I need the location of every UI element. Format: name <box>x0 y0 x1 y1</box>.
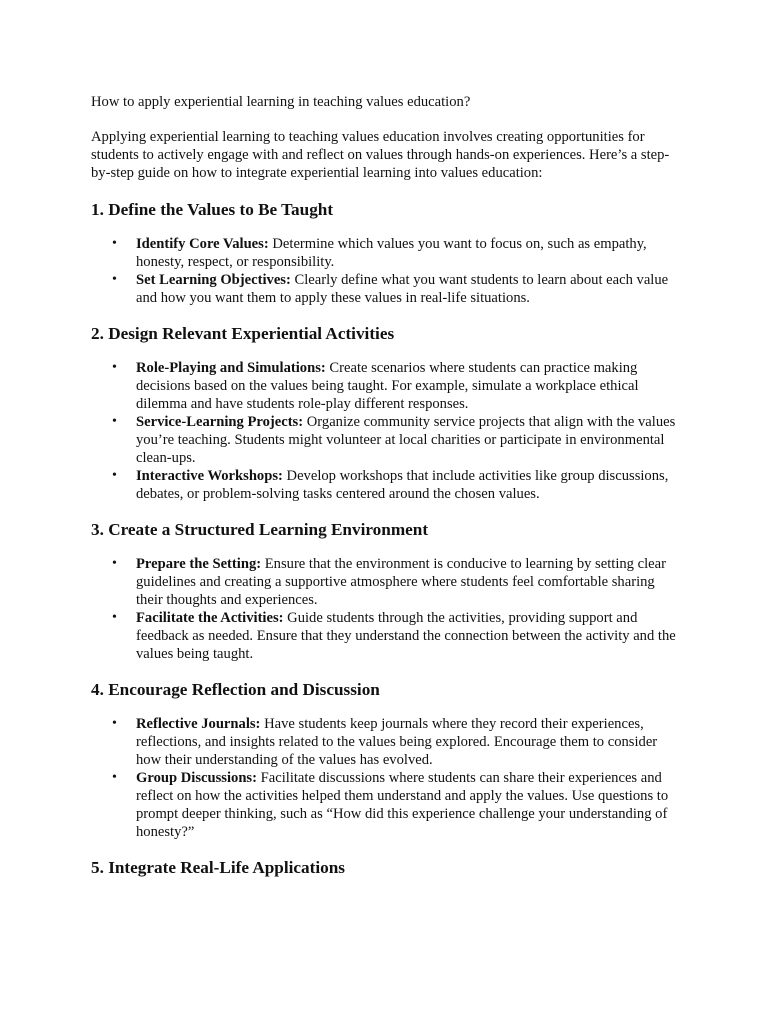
section-5 <box>91 857 676 879</box>
bullet-icon: • <box>112 272 117 287</box>
list-item <box>91 609 676 663</box>
item-text: Ensure that the environment is conducive to learning by setting clear guidelines and creating a supportive atmosphere where students feel comfortable sharing their thoughts and experiences. <box>136 556 666 608</box>
list-item <box>91 271 676 307</box>
intro-paragraph: Applying experiential learning to teaching values education involves creating opportunities for students to actively engage with and reflect on values through hands-on experiences. Here’s a step-by-step guide on how to integrate experiential learning into values education: <box>91 129 670 181</box>
section-3 <box>91 519 676 663</box>
section-heading: 1. Define the Values to Be Taught <box>91 200 334 219</box>
list-item <box>91 359 676 413</box>
section-1 <box>91 199 676 307</box>
bullet-icon: • <box>112 414 117 429</box>
item-title: Facilitate the Activities: <box>136 610 284 626</box>
item-text: Develop workshops that include activities like group discussions, debates, or problem-solving tasks centered around the chosen values. <box>136 468 669 502</box>
section-heading: 5. Integrate Real-Life Applications <box>91 858 345 877</box>
list-item <box>91 467 676 503</box>
bullet-icon: • <box>112 236 117 251</box>
section-heading: 2. Design Relevant Experiential Activities <box>91 324 395 343</box>
bullet-list <box>91 359 676 503</box>
section-2 <box>91 323 676 503</box>
bullet-list <box>91 715 676 841</box>
item-title: Prepare the Setting: <box>136 556 262 572</box>
item-text: Guide students through the activities, providing support and feedback as needed. Ensure that they understand the connection between the activity and the values being taught. <box>136 610 676 662</box>
item-title: Interactive Workshops: <box>136 468 283 484</box>
item-text: Determine which values you want to focus on, such as empathy, honesty, respect, or responsibility. <box>136 236 647 270</box>
bullet-icon: • <box>112 468 117 483</box>
item-text: Organize community service projects that align with the values you’re teaching. Students might volunteer at local charities or participate in environmental clean-ups. <box>136 414 676 466</box>
section-heading: 4. Encourage Reflection and Discussion <box>91 680 380 699</box>
list-item <box>91 235 676 271</box>
item-text: Create scenarios where students can practice making decisions based on the values being taught. For example, simulate a workplace ethical dilemma and have students role-play different responses. <box>136 360 639 412</box>
bullet-icon: • <box>112 770 117 785</box>
list-item <box>91 555 676 609</box>
item-title: Set Learning Objectives: <box>136 272 291 288</box>
bullet-list <box>91 555 676 663</box>
item-title: Role-Playing and Simulations: <box>136 360 326 376</box>
item-title: Reflective Journals: <box>136 716 261 732</box>
item-text: Have students keep journals where they record their experiences, reflections, and insights related to the values being explored. Encourage them to consider how their understanding of the values has evolved. <box>136 716 658 768</box>
bullet-list <box>91 235 676 307</box>
bullet-icon: • <box>112 556 117 571</box>
list-item <box>91 715 676 769</box>
section-heading: 3. Create a Structured Learning Environment <box>91 520 429 539</box>
question-line: How to apply experiential learning in teaching values education? <box>91 94 471 110</box>
section-4 <box>91 679 676 841</box>
item-title: Group Discussions: <box>136 770 257 786</box>
list-item <box>91 769 676 841</box>
item-title: Identify Core Values: <box>136 236 269 252</box>
bullet-icon: • <box>112 360 117 375</box>
list-item <box>91 413 676 467</box>
bullet-icon: • <box>112 610 117 625</box>
item-text: Clearly define what you want students to learn about each value and how you want them to apply these values in real-life situations. <box>136 272 669 306</box>
bullet-icon: • <box>112 716 117 731</box>
item-text: Facilitate discussions where students can share their experiences and reflect on how the activities helped them understand and apply the values. Use questions to prompt deeper thinking, such as “How did this experience challenge your understanding of honesty?” <box>136 770 669 840</box>
item-title: Service-Learning Projects: <box>136 414 304 430</box>
